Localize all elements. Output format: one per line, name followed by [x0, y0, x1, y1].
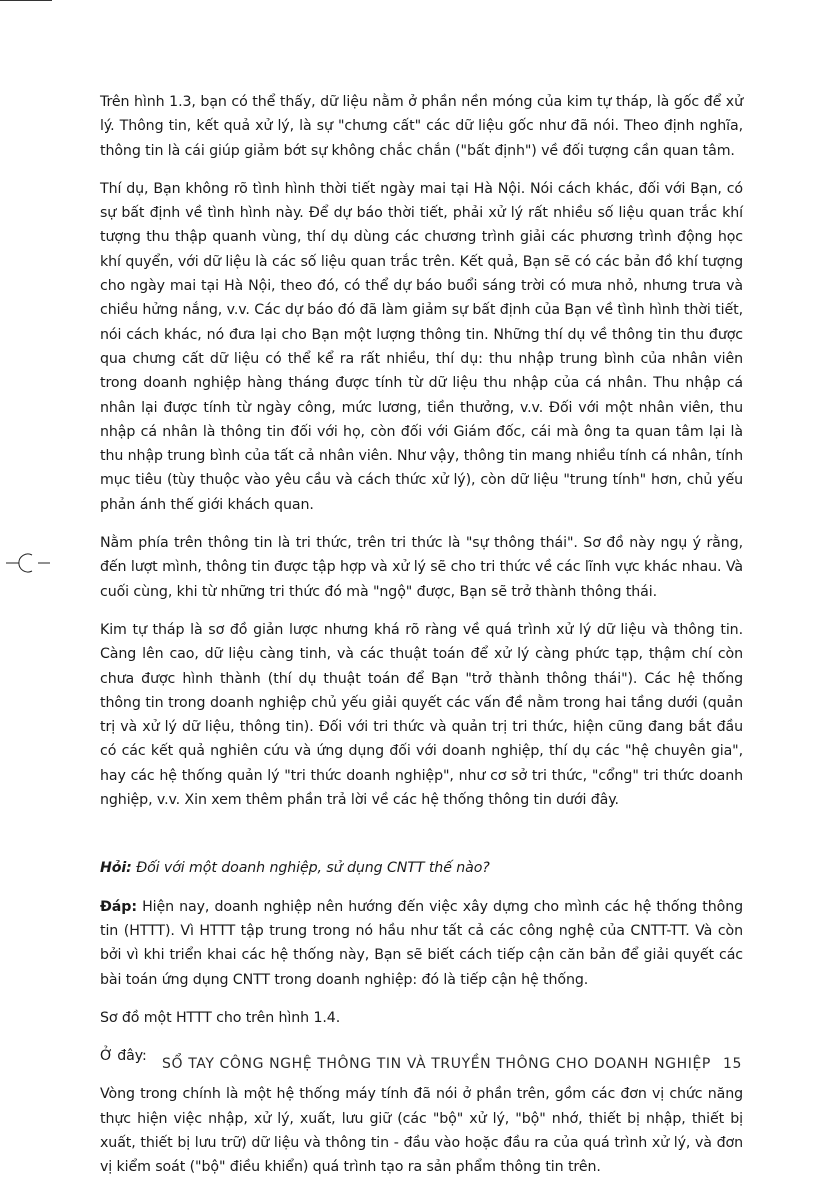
answer-text: Hiện nay, doanh nghiệp nên hướng đến việc xây dựng cho mình các hệ thống thông tin (HTTT). Vì HTTT tập trung trong nó hầu như tất cả các công nghệ của CNTT-TT. Và còn bởi vì khi triển khai các hệ thống này, Bạn sẽ biết cách tiếp cận căn bản để giải quyết các bài toán ứng dụng CNTT trong doanh nghiệp: đó là tiếp cận hệ thống.: [100, 898, 743, 988]
question: [100, 856, 743, 880]
question-label: Hỏi:: [100, 860, 132, 877]
crop-mark-icon: [6, 548, 50, 578]
body-paragraph: Kim tự tháp là sơ đồ giản lược nhưng khá rõ ràng về quá trình xử lý dữ liệu và thông tin. Càng lên cao, dữ liệu càng tinh, và các thuật toán để xử lý càng phức tạp, thậm chí còn chưa được hình thành (thí dụ thuật toán để Bạn "trở thành thông thái"). Các hệ thống thông tin trong doanh nghiệp chủ yếu giải quyết các vấn đề nằm trong hai tầng dưới (quản trị và xử lý dữ liệu, thông tin). Đối với tri thức và quản trị tri thức, hiện cũng đang bắt đầu có các kết quả nghiên cứu và ứng dụng đối với doanh nghiệp, thí dụ các "hệ chuyên gia", hay các hệ thống quản lý "tri thức doanh nghiệp", như cơ sở tri thức, "cổng" tri thức doanh nghiệp, v.v. Xin xem thêm phần trả lời về các hệ thống thông tin dưới đây.: [100, 621, 743, 809]
page-content: [100, 90, 743, 1194]
answer-label: Đáp:: [100, 898, 137, 915]
body-paragraph: Trên hình 1.3, bạn có thể thấy, dữ liệu nằm ở phần nền móng của kim tự tháp, là gốc để xử lý. Thông tin, kết quả xử lý, là sự "chưng cất" các dữ liệu gốc như đã nói. Theo định nghĩa, thông tin là cái giúp giảm bớt sự không chắc chắn ("bất định") về đối tượng cần quan tâm.: [100, 94, 743, 159]
answer: [100, 895, 743, 992]
answer-paragraph: Ở đây:: [100, 1048, 147, 1065]
qa-section: [100, 856, 743, 1179]
answer-paragraph: Vòng trong chính là một hệ thống máy tính đã nói ở phần trên, gồm các đơn vị chức năng thực hiện việc nhập, xử lý, xuất, lưu giữ (các "bộ" xử lý, "bộ" nhớ, thiết bị nhập, thiết bị xuất, thiết bị lưu trữ) dữ liệu và thông tin - đầu vào hoặc đầu ra của quá trình xử lý, và đơn vị kiểm soát ("bộ" điều khiển) quá trình tạo ra sản phẩm thông tin trên.: [100, 1086, 743, 1176]
answer-paragraph: Sơ đồ một HTTT cho trên hình 1.4.: [100, 1009, 341, 1026]
crop-line-top: [0, 0, 52, 1]
body-paragraph: Thí dụ, Bạn không rõ tình hình thời tiết ngày mai tại Hà Nội. Nói cách khác, đối với Bạn, có sự bất định về tình hình này. Để dự báo thời tiết, phải xử lý rất nhiều số liệu quan trắc khí tượng thu thập quanh vùng, thí dụ dùng các chương trình giải các phương trình động học khí quyển, với dữ liệu là các số liệu quan trắc trên. Kết quả, Bạn sẽ có các bản đồ khí tượng cho ngày mai tại Hà Nội, theo đó, có thể dự báo buổi sáng trời có mưa nhỏ, nhưng trưa và chiều hửng nắng, v.v. Các dự báo đó đã làm giảm sự bất định của Bạn về tình hình thời tiết, nói cách khác, nó đưa lại cho Bạn một lượng thông tin. Những thí dụ về thông tin thu được qua chưng cất dữ liệu có thể kể ra rất nhiều, thí dụ: thu nhập trung bình của nhân viên trong doanh nghiệp hàng tháng được tính từ dữ liệu thu nhập của cá nhân. Thu nhập cá nhân lại được tính từ ngày công, mức lương, tiền thưởng, v.v. Đối với một nhân viên, thu nhập cá nhân là thông tin đối với họ, còn đối với Giám đốc, cái mà ông ta quan tâm lại là thu nhập trung bình của tất cả nhân viên. Như vậy, thông tin mang nhiều tính cá nhân, tính mục tiêu (tùy thuộc vào yêu cầu và cách thức xử lý), còn dữ liệu "trung tính" hơn, chủ yếu phản ánh thế giới khách quan.: [100, 180, 743, 513]
page-number: 15: [722, 1056, 742, 1072]
footer-title: SỔ TAY CÔNG NGHỆ THÔNG TIN VÀ TRUYỀN THÔNG CHO DOANH NGHIỆP: [162, 1056, 711, 1072]
body-paragraph: Nằm phía trên thông tin là tri thức, trên tri thức là "sự thông thái". Sơ đồ này ngụ ý rằng, đến lượt mình, thông tin được tập hợp và xử lý sẽ cho tri thức về các lĩnh vực khác nhau. Và cuối cùng, khi từ những tri thức đó mà "ngộ" được, Bạn sẽ trở thành thông thái.: [100, 535, 743, 600]
running-footer: [0, 1056, 742, 1072]
question-text: Đối với một doanh nghiệp, sử dụng CNTT thế nào?: [136, 860, 490, 877]
